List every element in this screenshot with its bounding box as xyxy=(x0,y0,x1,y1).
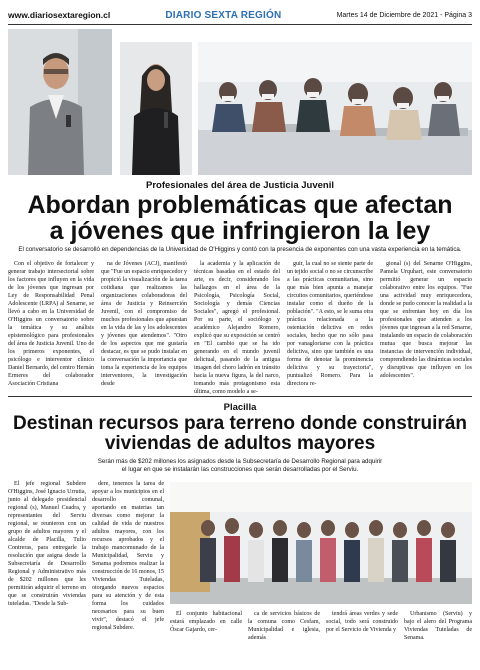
photo-speaker-man xyxy=(8,29,112,175)
article2-column-6: Urbanismo (Serviu) y bajo el alero del Programa Viviendas Tuteladas de Senama. xyxy=(404,611,472,641)
article2-column-4: ca de servicios básicos de la comuna como Cesfam, Municipalidad e iglesia, además xyxy=(248,611,320,641)
photo-group-adults xyxy=(170,482,472,604)
article2-headline-line2: viviendas de adultos mayores xyxy=(104,432,376,454)
article1-headline-line2: a jóvenes que infringieron la ley xyxy=(49,216,431,245)
article1-headline-line1: Abordan problemáticas que afectan xyxy=(27,191,453,219)
article1-column-1: Con el objetivo de fortalecer y generar trabajo intersectorial sobre los factores que influyen en la vida de los jóvenes que ingresan por Ley de Responsabilidad Penal Adolescente (LRPA) al Senarne, se llevó a cabo en la Universidad de O'Higgins un conversatorio sobre la temática y su análisis epistemológico para profesionales del área de Justicia Juvenil. Uno de los primeros exponentes, el psicólogo e interventor clínico Daniel Bernardo, del centro Hernán Ermeres del colaborador Asociación Cristiana xyxy=(8,261,94,387)
article2-column-5: tendrá áreas verdes y sede social, todo será construido por el Servicio de Vivienda y xyxy=(326,611,398,633)
article1-kicker: Profesionales del área de Justicia Juvenil xyxy=(146,180,334,191)
article1-column-4: guir, la cual no se siente parte de un tejido social o no se circunscribe a las prácticas comunitarias, sino que más bien apunta a manejar circuitos comunitarios, queriéndose instalar como el dueño de la población". "A esto, se le suma otra práctica relacionada a la ostentación delictiva en redes sociales, hecho que no sólo pasa por vanagloriarse con la práctica delictiva, sino que también es una forma de denotar la prominencia delictiva y su trayectoria", puntualizó Romero. Para la directora re- xyxy=(287,261,373,387)
article2-deck xyxy=(8,458,472,474)
photo-audience xyxy=(198,42,472,175)
article2-headline-line1: Destinan recursos para terreno donde construirán xyxy=(12,413,467,434)
article2-headline xyxy=(8,414,472,453)
article2-deck-line1: Serán más de $202 millones los asignados desde la Subsecretaría de Desarrollo Regional para adquirir xyxy=(97,458,383,465)
article2-column-2: dere, tenemos la tarea de apoyar a los municipios en el desarrollo comunal, aportando en materias tan diversas como mejorar la calidad de vida de nuestros adultos mayores, con los recursos aprobados y el trabajo mancomunado de la Municipalidad, Serviu y Senama podremos realizar la construcción de 16 monos, 15 Viviendas Tuteladas, otorgando nuevos espacios para su atención y de esta forma los cuidados necesarios para su buen vivir", destacó el jefe regional Subdere. xyxy=(92,481,164,631)
article2-kicker: Placilla xyxy=(223,402,257,413)
article1-column-3: la academia y la aplicación de técnicas basadas en el estado del arte, es decir, considerando los hallazgos en el área de la Psicología, Psicología Social, Sociología y demás Ciencias Sociales", agregó el profesional. Por su parte, el sociólogo y académico Alejandro Romero, explicó que su exposición se centró en "El cambio que se ha ido generando en el mundo juvenil delictual, pasando de la antigua imagen del choro ladrón en tránsito hacia la nueva figura, la del narco, tomando más protagonismo esta última, como modelo a se- xyxy=(194,261,280,395)
article1-deck: El conversatorio se desarrolló en dependencias de la Universidad de O'Higgins y contó con la presencia de exponentes con una vasta experiencia en la temática. xyxy=(18,246,462,253)
article2-column-1: El jefe regional Subdere O'Higgins, José Ignacio Urrutia, junto al delegado presidencial regional (s), Manuel Cuadra, y representantes del Serviu regional, se reunieron con un grupo de adultos mayores y el alcalde de Placilla, Tulio Contreras, para entregarle la resolución que asigna desde la Subsecretaría de Desarrollo Regional y Administrativo más de $202 millones que les permitirán adquirir el terreno en que se construirán viviendas tuteladas. "Desde la Sub- xyxy=(8,481,86,607)
article1-column-2: na de Jóvenes (ACJ), manifestó que "Fue un espacio enriquecedor y propició la visualización de la tarea cotidiana que realizamos las organizaciones colaboradoras del área de Justicia y Reinserción Juvenil, con el compromiso de muchos profesionales que apuestan en la vida de las y los adolescentes y jóvenes que atendemos". "Otro de los aspectos que me gustaría destacar, es que se pudo instalar en la conversación la importancia que toma la experiencia de los equipos interventores, la investigación desde xyxy=(101,261,187,387)
article2-column-3: El conjunto habitacional estará emplazado en calle Óscar Gajardo, cer- xyxy=(170,611,242,633)
paper-name: DIARIO SEXTA REGIÓN xyxy=(165,9,282,21)
article2-deck-line2: el lugar en que se instalarán las construcciones que serán desarrolladas por el Serviu. xyxy=(121,465,359,473)
masthead-rule xyxy=(8,24,472,25)
article1-column-5: gional (s) del Senarne O'Higgins, Pamela Urquhart, este conversatorio permitió generar un espacio colaborativo entre los equipos. "Fue una actividad muy enriquecedora, donde se pudo conocer la realidad a la que se enfrentan hoy en día los profesionales que atienden a los jóvenes que ingresan a la red Senarne, instalando un espacio de colaboración mutua que busca mejorar las instancias de intervención individual, comprendiendo las dinámicas sociales y disruptivas que influyen en los adolescentes". xyxy=(380,261,472,379)
article1-headline xyxy=(8,193,472,245)
site-url: www.diariosextaregion.cl xyxy=(8,10,111,20)
date-page: Martes 14 de Diciembre de 2021 - Página 3 xyxy=(336,11,472,19)
photo-speaker-woman xyxy=(120,42,192,175)
article-divider xyxy=(8,396,472,397)
masthead xyxy=(8,8,472,22)
